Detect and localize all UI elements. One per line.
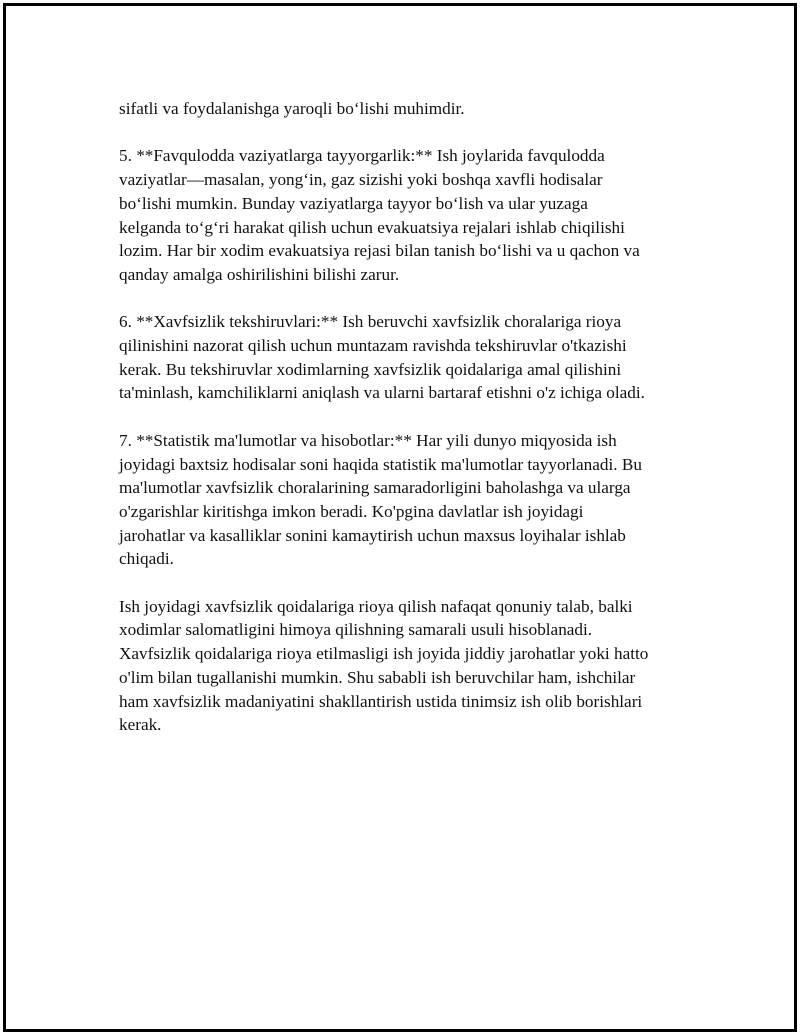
paragraph-safety-inspections: 6. **Xavfsizlik tekshiruvlari:** Ish beruvchi xavfsizlik choralariga rioya qilinishini nazorat qilish uchun muntazam ravishda tekshiruvlar o'tkazishi kerak. Bu tekshiruvlar xodimlarning xavfsizlik qoidalariga amal qilishini ta'minlash, kamchiliklarni aniqlash va ularni bartaraf etishni o'z ichiga oladi. [119, 312, 645, 403]
paragraph-continuation: sifatli va foydalanishga yaroqli bo‘lishi muhimdir. [119, 99, 465, 118]
paragraph-statistics-reports: 7. **Statistik ma'lumotlar va hisobotlar:** Har yili dunyo miqyosida ish joyidagi baxtsiz hodisalar soni haqida statistik ma'lumotlar tayyorlanadi. Bu ma'lumotlar xavfsizlik choralarining samaradorligini baholashga va ularga o'zgarishlar kiritishga imkon beradi. Ko'pgina davlatlar ish joyidagi jarohatlar va kasalliklar sonini kamaytirish uchun maxsus loyihalar ishlab chiqadi. [119, 430, 642, 569]
document-body [119, 97, 699, 761]
paragraph-conclusion: Ish joyidagi xavfsizlik qoidalariga rioya qilish nafaqat qonuniy talab, balki xodimlar salomatligini himoya qilishning samarali usuli hisoblanadi. Xavfsizlik qoidalariga rioya etilmasligi ish joyida jiddiy jarohatlar yoki hatto o'lim bilan tugallanishi mumkin. Shu sababli ish beruvchilar ham, ishchilar ham xavfsizlik madaniyatini shakllantirish ustida tinimsiz ish olib borishlari kerak. [119, 596, 649, 735]
page-border [3, 3, 797, 1032]
paragraph-emergency-preparedness: 5. **Favqulodda vaziyatlarga tayyorgarlik:** Ish joylarida favqulodda vaziyatlar—masalan, yong‘in, gaz sizishi yoki boshqa xavfli hodisalar bo‘lishi mumkin. Bunday vaziyatlarga tayyor bo‘lish va ular yuzaga kelganda to‘g‘ri harakat qilish uchun evakuatsiya rejalari ishlab chiqilishi lozim. Har bir xodim evakuatsiya rejasi bilan tanish bo‘lishi va u qachon va qanday amalga oshirilishini bilishi zarur. [119, 146, 640, 284]
